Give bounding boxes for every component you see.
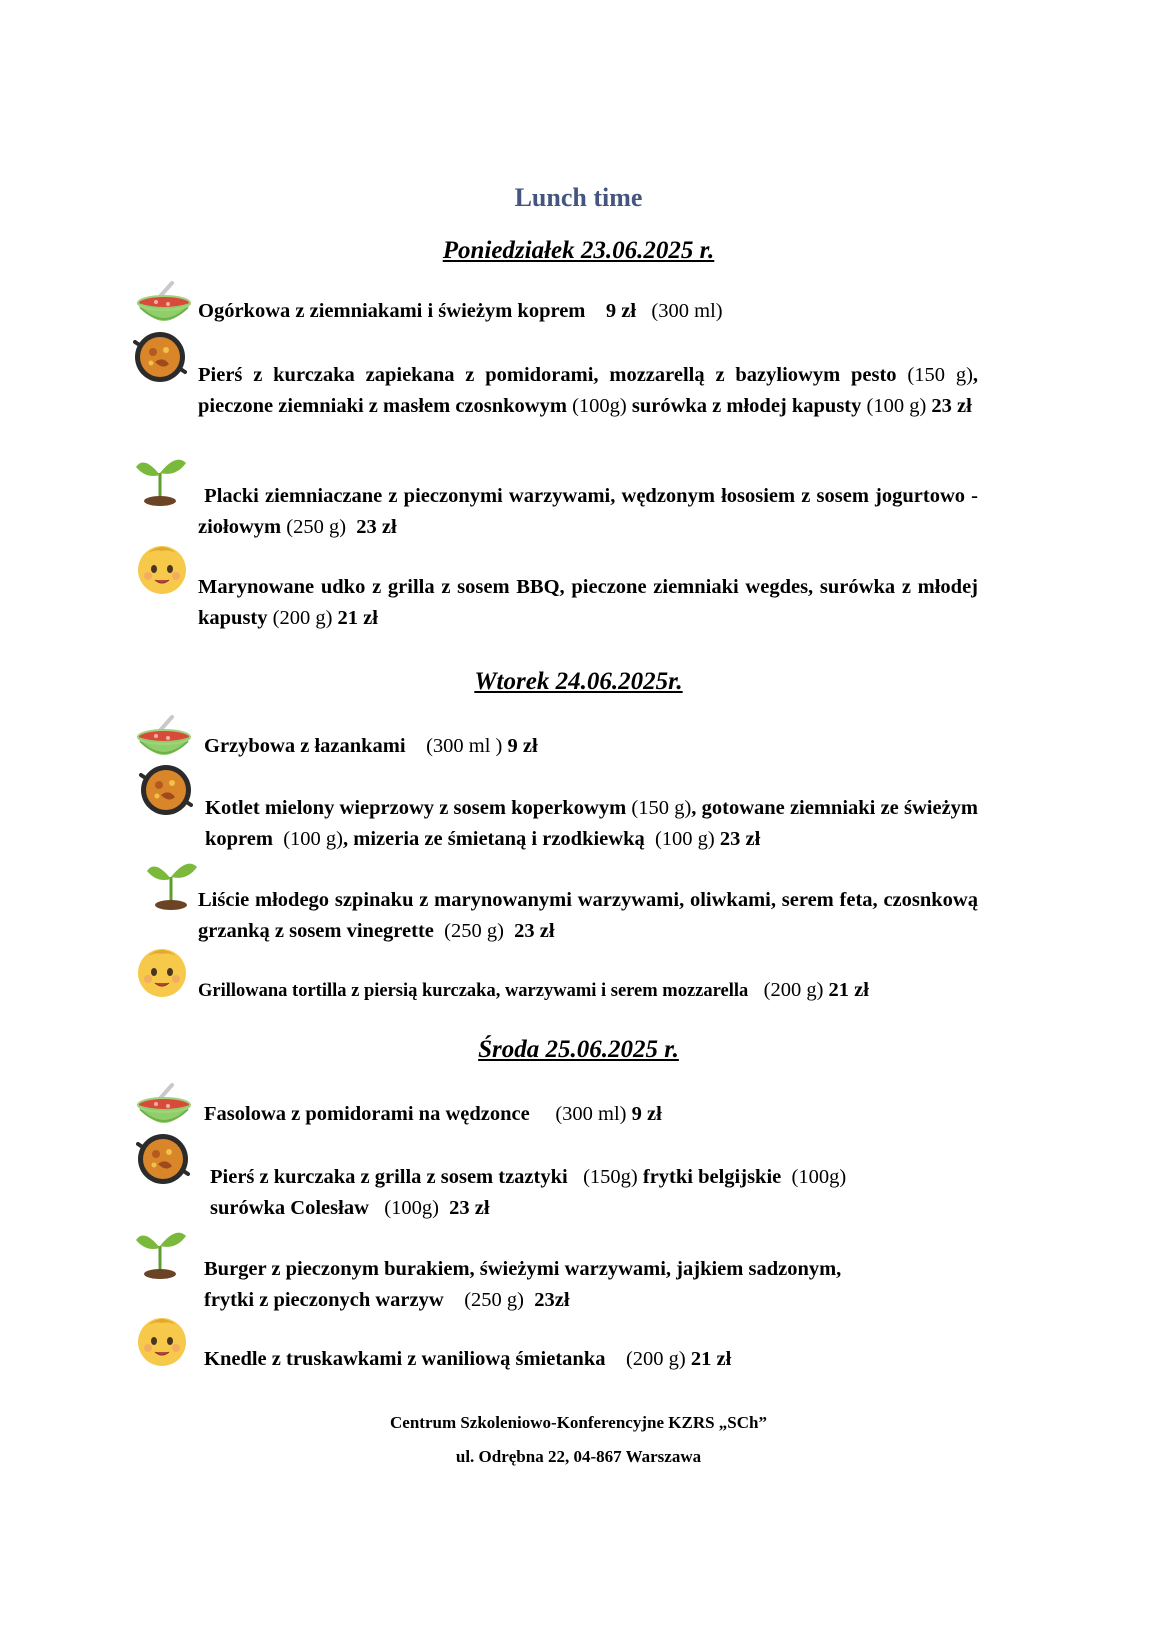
paella-pan-icon <box>133 330 187 384</box>
footer-organization: Centrum Szkoleniowo-Konferencyjne KZRS „SCh” <box>390 1413 767 1432</box>
seedling-icon <box>147 855 199 911</box>
day-heading-tuesday: Wtorek 24.06.2025r. <box>474 668 683 695</box>
paella-pan-icon <box>139 763 193 817</box>
menu-item-main: Kotlet mielony wieprzowy z sosem koperkowym (150 g), gotowane ziemniaki ze świeżym koprem (100 g), mizeria ze śmietaną i rzodkiewką (100 g) 23 zł <box>205 797 978 850</box>
footer-address: ul. Odrębna 22, 04-867 Warszawa <box>455 1447 702 1466</box>
menu-item-soup: Grzybowa z łazankami (300 ml ) 9 zł <box>204 735 538 757</box>
soup-bowl-icon <box>136 1079 192 1127</box>
menu-item-soup: Fasolowa z pomidorami na wędzonce (300 ml) 9 zł <box>204 1103 662 1125</box>
seedling-icon <box>136 451 188 507</box>
menu-item-vege: Placki ziemniaczane z pieczonymi warzywami, wędzonym łososiem z sosem jogurtowo - ziołowym (250 g) 23 zł <box>198 485 979 538</box>
menu-item-vege: Burger z pieczonym burakiem, świeżymi warzywami, jajkiem sadzonym, frytki z pieczonych warzyw (250 g) 23zł <box>204 1258 842 1311</box>
menu-item-vege: Liście młodego szpinaku z marynowanymi warzywami, oliwkami, serem feta, czosnkową grzanką z sosem vinegrette (250 g) 23 zł <box>198 889 978 942</box>
paella-pan-icon <box>136 1132 190 1186</box>
menu-item-kids: Grillowana tortilla z piersią kurczaka, warzywami i serem mozzarella (200 g) 21 zł <box>198 979 869 1001</box>
seedling-icon <box>136 1224 188 1280</box>
page-title: Lunch time <box>514 183 643 212</box>
soup-bowl-icon <box>136 711 192 759</box>
day-heading-monday: Poniedziałek 23.06.2025 r. <box>442 237 715 264</box>
baby-face-icon <box>136 543 188 595</box>
menu-item-kids: Marynowane udko z grilla z sosem BBQ, pieczone ziemniaki wegdes, surówka z młodej kapusty (200 g) 21 zł <box>198 576 978 629</box>
day-heading-wednesday: Środa 25.06.2025 r. <box>478 1036 679 1063</box>
menu-item-main: Pierś z kurczaka zapiekana z pomidorami, mozzarellą z bazyliowym pesto (150 g), pieczone ziemniaki z masłem czosnkowym (100g) surówka z młodej kapusty (100 g) 23 zł <box>198 364 979 417</box>
menu-item-main: Pierś z kurczaka z grilla z sosem tzaztyki (150g) frytki belgijskie (100g) surówka Colesław (100g) 23 zł <box>210 1166 847 1219</box>
baby-face-icon <box>136 946 188 998</box>
soup-bowl-icon <box>136 277 192 325</box>
menu-item-soup: Ogórkowa z ziemniakami i świeżym koprem 9 zł (300 ml) <box>198 300 723 322</box>
menu-item-kids: Knedle z truskawkami z waniliową śmietanka (200 g) 21 zł <box>204 1348 732 1370</box>
baby-face-icon <box>136 1315 188 1367</box>
